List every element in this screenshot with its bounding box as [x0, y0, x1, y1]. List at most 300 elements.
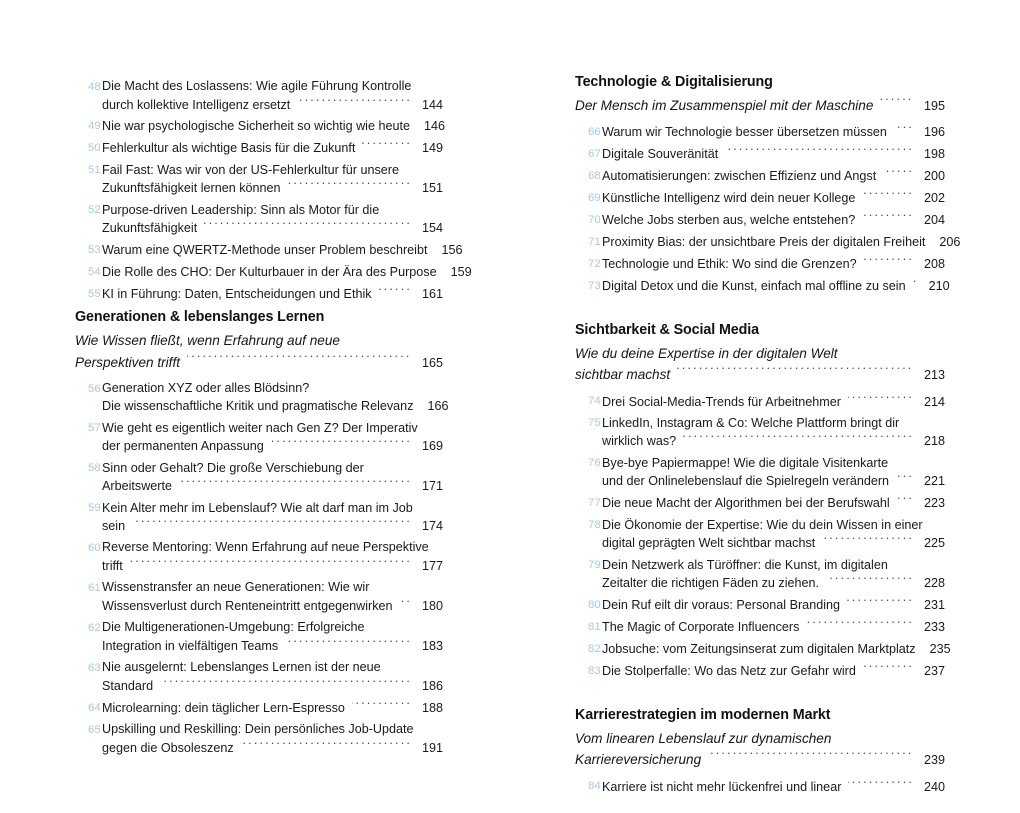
toc-page-number: 180 — [421, 598, 443, 613]
toc-page-number: 165 — [421, 355, 443, 370]
toc-entry-line — [602, 662, 945, 681]
toc-entry-number: 60 — [88, 541, 101, 554]
dot-leader — [179, 478, 412, 491]
toc-entry-number: 62 — [88, 621, 101, 634]
toc-subtitle-line — [75, 352, 443, 375]
toc-entry-title: The Magic of Corporate Influencers — [602, 620, 800, 635]
toc-subtitle-text: Wie Wissen fließt, wenn Erfahrung auf neue — [75, 333, 340, 349]
toc-entry-number: 72 — [588, 257, 601, 270]
toc-entry[interactable] — [75, 202, 443, 238]
toc-entry[interactable] — [575, 517, 945, 553]
toc-subtitle-line — [575, 749, 945, 772]
toc-entry-number: 64 — [88, 701, 101, 714]
toc-entry-body — [102, 721, 443, 757]
toc-entry-line — [102, 460, 443, 478]
toc-entry[interactable] — [575, 662, 945, 681]
toc-entry-title: Welche Jobs sterben aus, welche entstehen? — [602, 213, 856, 228]
toc-entry-body — [102, 500, 443, 536]
toc-subtitle-text: Perspektiven trifft — [75, 354, 181, 370]
toc-entry-number: 56 — [88, 382, 101, 395]
toc-entry[interactable] — [75, 118, 443, 136]
toc-entry-title: Warum eine QWERTZ-Methode unser Problem beschreibt — [102, 242, 428, 257]
toc-entry-body — [602, 255, 945, 274]
toc-page-number: 171 — [421, 479, 443, 494]
dot-leader — [288, 180, 412, 193]
toc-entry-line — [602, 146, 945, 165]
toc-entry[interactable] — [75, 285, 443, 304]
toc-page-number: 233 — [923, 620, 945, 635]
toc-entry[interactable] — [575, 255, 945, 274]
toc-page-number: 166 — [427, 399, 449, 414]
toc-entry-line — [102, 500, 443, 518]
toc-entry[interactable] — [575, 124, 945, 143]
toc-entry-title: und der Onlinelebenslauf die Spielregeln verändern — [602, 474, 890, 489]
toc-entry-line — [102, 637, 443, 656]
toc-entry-number: 53 — [88, 244, 101, 257]
toc-entry-title: Digitale Souveränität — [602, 147, 719, 162]
toc-section-heading: Karrierestrategien im modernen Markt — [575, 706, 831, 723]
toc-page-number: 169 — [421, 439, 443, 454]
toc-entry-line — [602, 557, 945, 575]
toc-entry-title: Proximity Bias: der unsichtbare Preis der digitalen Freiheit — [602, 234, 926, 249]
toc-entry-body — [102, 202, 443, 238]
toc-entry[interactable] — [75, 264, 472, 282]
toc-entry-number: 52 — [88, 204, 101, 217]
toc-entry[interactable] — [75, 460, 443, 496]
dot-leader — [806, 619, 914, 632]
toc-entry-line — [602, 168, 945, 187]
toc-page-number: 183 — [421, 638, 443, 653]
toc-entry-number: 78 — [588, 519, 601, 532]
toc-entry[interactable] — [75, 619, 443, 655]
toc-page-number: 188 — [421, 700, 443, 715]
toc-entry-number: 48 — [88, 80, 101, 93]
toc-entry[interactable] — [575, 557, 945, 593]
dot-leader — [204, 220, 412, 233]
toc-entry-number: 81 — [588, 621, 601, 634]
toc-page-number: 151 — [421, 181, 443, 196]
toc-entry-line — [102, 579, 443, 597]
toc-page-number: 146 — [423, 118, 445, 133]
toc-page-number: 196 — [923, 125, 945, 140]
toc-section-heading: Sichtbarkeit & Social Media — [575, 321, 760, 338]
toc-entry-line — [102, 380, 443, 398]
toc-entry-title: Sinn oder Gehalt? Die große Verschiebung der — [102, 460, 364, 475]
toc-continued-entries — [75, 78, 472, 304]
toc-entry-number: 83 — [588, 664, 601, 677]
toc-entry-title: digital geprägten Welt sichtbar machst — [602, 536, 816, 551]
toc-entry-title: Die Multigenerationen-Umgebung: Erfolgreiche — [102, 620, 365, 635]
toc-entry-line — [102, 721, 443, 739]
dot-leader — [822, 535, 914, 548]
toc-entry-title: wirklich was? — [602, 434, 677, 449]
toc-subtitle-text: Karriereversicherung — [575, 752, 702, 768]
toc-subtitle-line — [575, 728, 945, 750]
toc-entry-number: 73 — [588, 279, 601, 292]
toc-entry-title: Die wissenschaftliche Kritik und pragmatische Relevanz — [102, 399, 414, 414]
toc-subtitle-line — [575, 95, 945, 118]
toc-entry[interactable] — [575, 597, 945, 616]
toc-entry-line — [102, 96, 443, 115]
toc-entry[interactable] — [575, 277, 950, 296]
toc-entry-body — [602, 146, 945, 165]
toc-entry-body — [602, 190, 945, 209]
toc-page-number: 177 — [421, 558, 443, 573]
toc-entry-line — [102, 699, 443, 718]
toc-entry-title: Zukunftsfähigkeit lernen können — [102, 181, 281, 196]
toc-section-subtitle — [75, 330, 443, 374]
toc-entry-line — [102, 557, 443, 576]
toc-subtitle-line — [575, 364, 945, 387]
toc-entry[interactable] — [75, 500, 443, 536]
toc-entry-title: Integration in vielfältigen Teams — [102, 638, 279, 653]
toc-entry[interactable] — [75, 242, 463, 260]
toc-entry-number: 76 — [588, 457, 601, 470]
toc-left-sections — [75, 307, 449, 757]
toc-entry-title: Jobsuche: vom Zeitungsinserat zum digitalen Marktplatz — [602, 641, 916, 656]
toc-entry-list — [575, 393, 951, 681]
toc-entry-number: 69 — [588, 192, 601, 204]
toc-entry-body — [602, 212, 945, 231]
toc-page-number: 235 — [929, 641, 951, 656]
toc-entry-line — [602, 641, 951, 659]
toc-entry-number: 59 — [88, 502, 101, 515]
dot-leader — [241, 739, 412, 752]
toc-entry-body — [102, 78, 443, 114]
toc-section — [575, 320, 951, 681]
toc-page-number: 191 — [421, 740, 443, 755]
toc-entry-line — [102, 478, 443, 497]
toc-entry-number: 82 — [588, 643, 601, 656]
toc-column-left — [0, 0, 510, 761]
toc-entry-body — [102, 539, 443, 575]
toc-entry-title: Zeitalter die richtigen Fäden zu ziehen. — [602, 576, 820, 591]
toc-entry-line — [602, 277, 950, 296]
toc-page-number: 214 — [923, 394, 945, 409]
toc-entry-title: Die Macht des Loslassens: Wie agile Führung Kontrolle — [102, 79, 412, 93]
toc-entry-line — [102, 242, 463, 260]
toc-entry-body — [102, 140, 443, 159]
toc-entry-body — [102, 420, 443, 456]
toc-entry-number: 70 — [588, 214, 601, 226]
toc-entry-line — [102, 597, 443, 616]
toc-entry-line — [602, 473, 945, 492]
dot-leader — [883, 168, 914, 181]
dot-leader — [187, 353, 412, 367]
toc-entry-line — [602, 535, 945, 554]
toc-entry-line — [102, 438, 443, 457]
toc-entry-title: Dein Ruf eilt dir voraus: Personal Branding — [602, 598, 841, 613]
toc-entry-line — [602, 517, 945, 535]
toc-entry-body — [602, 495, 945, 514]
toc-entry-number: 80 — [588, 599, 601, 612]
toc-page-number: 195 — [923, 99, 945, 113]
toc-page-number: 237 — [923, 664, 945, 679]
toc-entry[interactable] — [575, 190, 945, 209]
toc-entry-title: Zukunftsfähigkeit — [102, 221, 198, 236]
toc-entry-body — [102, 579, 443, 615]
toc-entry-title: durch kollektive Intelligenz ersetzt — [102, 97, 291, 112]
toc-page-number: 149 — [421, 141, 443, 156]
toc-entry-body — [602, 619, 945, 638]
toc-entry-line — [102, 162, 443, 180]
toc-entry[interactable] — [575, 619, 945, 638]
toc-section — [75, 307, 449, 757]
toc-entry[interactable] — [75, 162, 443, 198]
toc-entry[interactable] — [75, 579, 443, 615]
toc-entry[interactable] — [575, 393, 945, 412]
toc-entry-line — [102, 180, 443, 199]
toc-entry-list — [575, 124, 961, 296]
toc-entry-title: Digital Detox und die Kunst, einfach mal offline zu sein — [602, 279, 906, 293]
toc-right-sections — [575, 72, 961, 796]
dot-leader — [897, 495, 914, 508]
toc-subtitle-text: Der Mensch im Zusammenspiel mit der Maschine — [575, 98, 874, 113]
toc-entry-number: 66 — [588, 126, 601, 138]
toc-page-number: 228 — [923, 576, 945, 591]
toc-entry-number: 54 — [88, 266, 101, 279]
toc-entry-body — [102, 619, 443, 655]
toc-page-number: 231 — [923, 598, 945, 613]
dot-leader — [896, 473, 914, 486]
toc-entry-line — [102, 739, 443, 758]
toc-entry[interactable] — [75, 721, 443, 757]
toc-entry-line — [602, 393, 945, 412]
toc-entry-line — [102, 78, 443, 96]
toc-section-subtitle — [575, 728, 945, 772]
toc-entry-number: 77 — [588, 497, 601, 510]
toc-entry-body — [102, 242, 463, 260]
toc-entry[interactable] — [75, 380, 449, 416]
toc-page-number: 156 — [441, 242, 463, 257]
toc-entry-title: Wissenstransfer an neue Generationen: Wie wir — [102, 580, 370, 595]
toc-subtitle-text: Wie du deine Expertise in der digitalen Welt — [575, 345, 838, 361]
toc-entry-title: Die Ökonomie der Expertise: Wie du dein Wissen in einer — [602, 517, 923, 532]
toc-entry[interactable] — [575, 168, 945, 187]
toc-entry[interactable] — [575, 146, 945, 165]
toc-page-number: 213 — [923, 368, 945, 383]
dot-leader — [862, 190, 914, 203]
toc-entry[interactable] — [575, 495, 945, 514]
toc-entry-body — [602, 415, 945, 451]
toc-entry-line — [602, 575, 945, 594]
toc-entry-line — [102, 659, 443, 677]
toc-entry-number: 58 — [88, 462, 101, 475]
toc-entry-number: 79 — [588, 559, 601, 572]
toc-entry-title: Arbeitswerte — [102, 479, 172, 494]
toc-entry-title: Nie ausgelernt: Lebenslanges Lernen ist der neue — [102, 660, 381, 675]
toc-entry-number: 63 — [88, 661, 101, 674]
toc-entry-title: KI in Führung: Daten, Entscheidungen und Ethik — [102, 287, 372, 302]
toc-entry-number: 65 — [88, 723, 101, 736]
toc-page-number: 161 — [421, 287, 443, 302]
toc-entry-title: Wissensverlust durch Renteneintritt entgegenwirken — [102, 598, 393, 613]
toc-entry-line — [102, 140, 443, 159]
toc-page-number: 174 — [421, 519, 443, 534]
toc-page-number: 239 — [923, 753, 945, 768]
toc-entry-line — [102, 118, 443, 136]
toc-section-heading: Technologie & Digitalisierung — [575, 74, 773, 90]
toc-entry[interactable] — [75, 420, 443, 456]
dot-leader — [864, 255, 914, 268]
toc-page-number: 159 — [450, 264, 472, 279]
toc-entry-number: 74 — [588, 395, 601, 408]
dot-leader — [913, 277, 919, 290]
toc-entry-body — [602, 234, 961, 252]
toc-entry-line — [102, 202, 443, 220]
toc-entry-line — [102, 285, 443, 304]
toc-entry-title: Technologie und Ethik: Wo sind die Grenzen? — [602, 257, 857, 271]
toc-page-number: 186 — [421, 678, 443, 693]
toc-entry-title: Drei Social-Media-Trends für Arbeitnehmer — [602, 394, 841, 409]
toc-entry[interactable] — [575, 234, 961, 252]
dot-leader — [285, 637, 412, 650]
dot-leader — [297, 96, 412, 109]
dot-leader — [848, 778, 914, 791]
toc-entry-body — [102, 162, 443, 198]
toc-entry-list — [75, 380, 449, 757]
toc-entry-title: Purpose-driven Leadership: Sinn als Motor für die — [102, 202, 380, 217]
toc-entry-body — [102, 118, 443, 136]
toc-entry[interactable] — [75, 78, 443, 114]
toc-page-number: 210 — [928, 279, 950, 293]
toc-section-heading: Generationen & lebenslanges Lernen — [75, 309, 325, 326]
toc-entry-line — [102, 517, 443, 536]
dot-leader — [683, 433, 914, 446]
toc-entry-body — [602, 168, 945, 187]
toc-entry-line — [602, 124, 945, 143]
toc-entry-title: Warum wir Technologie besser übersetzen müssen — [602, 125, 887, 140]
dot-leader — [848, 393, 914, 406]
toc-entry-title: Fail Fast: Was wir von der US-Fehlerkultur für unsere — [102, 162, 399, 177]
toc-entry-line — [602, 455, 945, 473]
toc-entry-body — [102, 380, 449, 416]
toc-column-right — [510, 0, 1020, 800]
toc-entry[interactable] — [575, 455, 945, 491]
toc-entry-number: 51 — [88, 164, 101, 177]
toc-entry-line — [602, 619, 945, 638]
toc-entry-number: 71 — [588, 236, 601, 248]
toc-section-subtitle — [575, 95, 945, 118]
toc-entry[interactable] — [575, 641, 951, 659]
dot-leader — [271, 438, 412, 451]
toc-entry-number: 75 — [588, 417, 601, 430]
toc-entry-line — [102, 677, 443, 696]
dot-leader — [160, 677, 412, 690]
toc-entry[interactable] — [75, 699, 443, 718]
toc-entry-title: der permanenten Anpassung — [102, 439, 264, 454]
toc-entry-title: Reverse Mentoring: Wenn Erfahrung auf neue Perspektive — [102, 540, 429, 555]
toc-entry[interactable] — [575, 778, 945, 797]
dot-leader — [352, 699, 412, 712]
toc-entry-title: Automatisierungen: zwischen Effizienz und Angst — [602, 169, 877, 184]
toc-page-number: 225 — [923, 536, 945, 551]
toc-entry-body — [102, 264, 472, 282]
toc-page-number: 204 — [923, 213, 945, 228]
toc-entry[interactable] — [575, 415, 945, 451]
toc-entry-title: Upskilling und Reskilling: Dein persönliches Job-Update — [102, 722, 414, 737]
dot-leader — [362, 140, 412, 153]
toc-entry-line — [602, 415, 945, 433]
toc-entry-line — [602, 597, 945, 616]
dot-leader — [708, 751, 914, 765]
toc-entry-title: Nie war psychologische Sicherheit so wichtig wie heute — [102, 118, 410, 133]
toc-page-number: 208 — [923, 257, 945, 271]
toc-entry-body — [602, 124, 945, 143]
toc-entry-title: Die neue Macht der Algorithmen bei der Berufswahl — [602, 496, 890, 511]
toc-entry-body — [602, 455, 945, 491]
toc-entry[interactable] — [75, 539, 443, 575]
toc-entry-list — [575, 778, 945, 797]
toc-entry-title: Bye-bye Papiermappe! Wie die digitale Visitenkarte — [602, 455, 889, 470]
toc-entry-line — [602, 212, 945, 231]
toc-entry-line — [602, 433, 945, 452]
toc-entry-body — [102, 699, 443, 718]
toc-subtitle-text: sichtbar machst — [575, 367, 671, 383]
toc-entry-line — [602, 255, 945, 274]
toc-entry-line — [102, 264, 472, 282]
toc-entry-line — [102, 420, 443, 438]
toc-page-number: 206 — [939, 234, 961, 249]
toc-entry-number: 55 — [88, 287, 101, 300]
toc-entry[interactable] — [575, 212, 945, 231]
toc-entry-title: trifft — [102, 558, 123, 573]
toc-entry-title: Standard — [102, 678, 154, 693]
toc-entry-title: Dein Netzwerk als Türöffner: die Kunst, im digitalen — [602, 557, 888, 572]
dot-leader — [725, 146, 914, 159]
toc-page-number: 223 — [923, 496, 945, 511]
toc-entry-number: 50 — [88, 142, 101, 155]
toc-entry[interactable] — [75, 140, 443, 159]
toc-entry-title: Die Stolperfalle: Wo das Netz zur Gefahr wird — [602, 664, 856, 679]
toc-entry[interactable] — [75, 659, 443, 695]
toc-entry-body — [102, 285, 443, 304]
dot-leader — [863, 662, 914, 675]
toc-entry-number: 61 — [88, 581, 101, 594]
toc-page-number: 202 — [923, 191, 945, 206]
toc-page-number: 198 — [923, 147, 945, 162]
dot-leader — [677, 366, 914, 380]
toc-entry-title: gegen die Obsoleszenz — [102, 740, 234, 755]
toc-entry-title: Generation XYZ oder alles Blödsinn? — [102, 381, 310, 396]
toc-entry-number: 49 — [88, 120, 101, 133]
toc-entry-number: 57 — [88, 422, 101, 435]
toc-entry-title: Fehlerkultur als wichtige Basis für die Zukunft — [102, 141, 356, 156]
toc-page-number: 221 — [923, 474, 945, 489]
toc-entry-title: Microlearning: dein täglicher Lern-Espresso — [102, 700, 345, 715]
toc-entry-line — [602, 778, 945, 797]
toc-entry-number: 84 — [588, 780, 601, 793]
dot-leader — [894, 124, 914, 137]
toc-entry-title: Kein Alter mehr im Lebenslauf? Wie alt darf man im Job — [102, 500, 413, 515]
toc-subtitle-line — [75, 330, 443, 352]
toc-entry-line — [102, 220, 443, 239]
toc-section — [575, 72, 961, 296]
toc-page-number: 200 — [923, 169, 945, 184]
toc-subtitle-line — [575, 343, 945, 365]
toc-entry-body — [102, 659, 443, 695]
toc-entry-body — [102, 460, 443, 496]
toc-entry-line — [602, 190, 945, 209]
toc-entry-number: 67 — [588, 148, 601, 160]
toc-entry-body — [602, 778, 945, 797]
toc-entry-number: 68 — [588, 170, 601, 182]
toc-entry-body — [602, 517, 945, 553]
toc-entry-body — [602, 277, 950, 296]
toc-page-number: 154 — [421, 221, 443, 236]
toc-entry-body — [602, 597, 945, 616]
toc-entry-title: Künstliche Intelligenz wird dein neuer Kollege — [602, 191, 856, 206]
